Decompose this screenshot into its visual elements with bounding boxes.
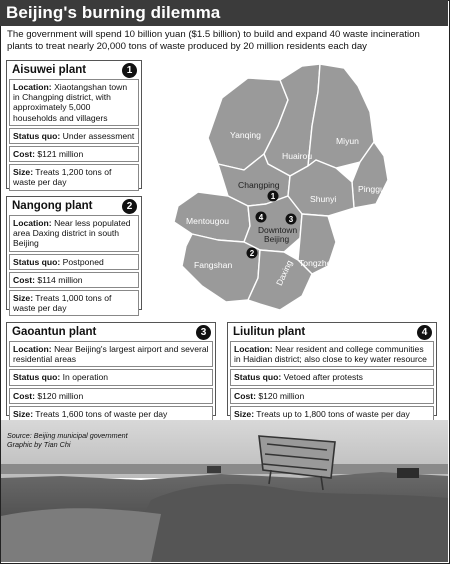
label-pinggu: Pinggu [358, 184, 385, 194]
plant-name: Gaoantun plant [12, 326, 97, 338]
plant-cost [9, 146, 139, 162]
label-miyun: Miyun [336, 136, 359, 146]
label-mentougou: Mentougou [186, 216, 230, 226]
location-label: Location: [13, 218, 52, 228]
road [1, 508, 161, 562]
source-note: Source: Beijing municipal government [7, 431, 128, 440]
plant-cost [230, 388, 434, 404]
label-beijing: Beijing [264, 234, 290, 244]
plant-location [9, 215, 139, 252]
plant-number-badge: 3 [196, 325, 211, 340]
label-fangshan: Fangshan [194, 260, 233, 270]
plant-number-badge: 1 [122, 63, 137, 78]
marker-1-number: 1 [270, 192, 276, 201]
cost-label: Cost: [234, 390, 256, 401]
cost-value: $114 million [37, 274, 83, 285]
label-shunyi: Shunyi [310, 194, 337, 204]
marker-3-number: 3 [288, 215, 294, 224]
plant-heading [7, 197, 141, 215]
title-bar [0, 0, 448, 26]
plant-location [230, 341, 434, 367]
cost-label: Cost: [13, 274, 35, 285]
cost-value: $120 million [258, 390, 305, 401]
size-value: Treats 1,200 tons of waste per day [13, 167, 112, 188]
excavator [397, 468, 419, 478]
location-label: Location: [13, 344, 52, 354]
plant-heading [7, 61, 141, 79]
size-label: Size: [13, 408, 34, 419]
plant-status [9, 128, 139, 144]
location-label: Location: [13, 82, 52, 92]
status-value: In operation [62, 372, 109, 383]
label-downtown: Downtown [258, 225, 298, 235]
plant-panel-nangong [6, 196, 142, 314]
marker-4-number: 4 [258, 213, 264, 222]
page-title: Beijing's burning dilemma [6, 3, 221, 22]
beijing-district-map [152, 56, 448, 318]
plant-status [230, 369, 434, 385]
size-value: Treats 1,000 tons of waste per day [13, 293, 112, 314]
graphic-credit: Graphic by Tian Chi [7, 440, 71, 449]
status-value: Postponed [62, 256, 104, 267]
plant-name: Aisuwei plant [12, 64, 87, 76]
location-value: Near Beijing's largest airport and several residential areas [13, 344, 209, 365]
plant-size [9, 164, 139, 190]
plant-heading [228, 323, 436, 341]
plant-status [9, 254, 139, 270]
cost-label: Cost: [13, 149, 35, 160]
cost-label: Cost: [13, 390, 35, 401]
size-label: Size: [13, 167, 34, 178]
plant-heading [7, 323, 215, 341]
credits [7, 431, 128, 449]
plant-cost [9, 388, 213, 404]
size-value: Treats up to 1,800 tons of waste per day [256, 408, 410, 419]
status-label: Status quo: [13, 372, 61, 383]
marker-2-number: 2 [249, 249, 255, 258]
label-tongzhou: Tongzhou [299, 258, 337, 268]
location-value: Near less populated area Daxing district in south Beijing [13, 218, 131, 249]
truck [207, 466, 221, 473]
plant-panel-aisuwei [6, 60, 142, 189]
plant-cost [9, 272, 139, 288]
cost-value: $121 million [37, 149, 84, 160]
location-value: Near resident and college communities in Haidian district; also close to key water resource [234, 344, 427, 365]
status-value: Vetoed after protests [283, 372, 363, 383]
plant-size [9, 290, 139, 316]
plant-number-badge: 2 [122, 199, 137, 214]
label-yanqing: Yanqing [230, 130, 261, 140]
size-value: Treats 1,600 tons of waste per day [35, 408, 168, 419]
plant-name: Liulitun plant [233, 326, 306, 338]
status-label: Status quo: [13, 130, 61, 141]
plant-panel-gaoantun [6, 322, 216, 419]
status-value: Under assessment [62, 130, 135, 141]
label-daxing: Daxing [274, 258, 295, 288]
plant-location [9, 79, 139, 126]
size-label: Size: [13, 293, 34, 304]
size-label: Size: [234, 408, 255, 419]
plant-number-badge: 4 [417, 325, 432, 340]
plant-name: Nangong plant [12, 200, 93, 212]
status-label: Status quo: [13, 256, 61, 267]
plant-status [9, 369, 213, 385]
label-huairou: Huairou [282, 151, 313, 161]
label-changping: Changping [238, 180, 280, 190]
status-label: Status quo: [234, 372, 282, 383]
plant-location [9, 341, 213, 367]
subtitle: The government will spend 10 billion yuan ($1.5 billion) to build and expand 40 waste incineration plants to treat nearly 20,000 tons of waste produced by 20 million residents each day [7, 29, 420, 52]
plant-panel-liulitun [227, 322, 437, 419]
location-label: Location: [234, 344, 273, 354]
location-value: Xiaotangshan town in Changping district, with approximately 5,000 households and villagers [13, 82, 128, 123]
dirt-mound [121, 484, 448, 562]
cost-value: $120 million [37, 390, 84, 401]
